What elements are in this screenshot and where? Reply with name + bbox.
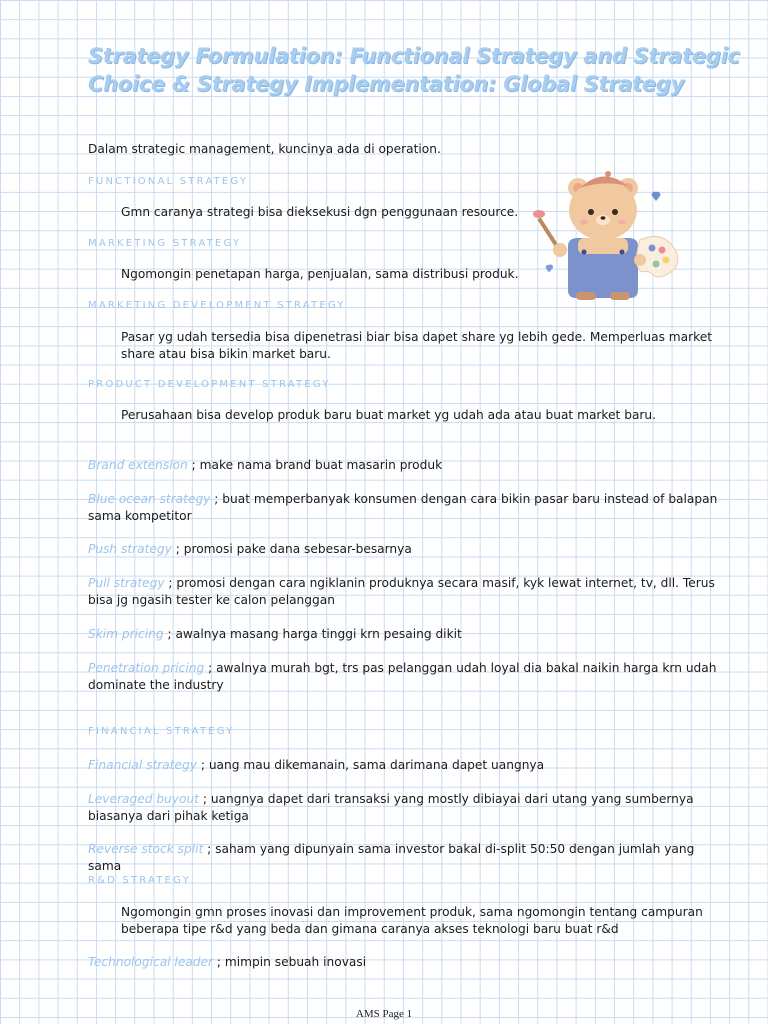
marketing-development-body: Pasar yg udah tersedia bisa dipenetrasi biar bisa dapet share yg lebih gede. Memperluas market share atau bisa bikin market baru. [121, 330, 713, 361]
page-footer: AMS Page 1 [355, 1008, 413, 1020]
intro-text: Dalam strategic management, kuncinya ada di operation. [88, 142, 441, 156]
term-skim-pricing: Skim pricing ; awalnya masang harga tinggi krn pesaing dikit [88, 627, 462, 641]
functional-strategy-body: Gmn caranya strategi bisa dieksekusi dgn penggunaan resource. [121, 205, 519, 219]
term-brand-extension: Brand extension ; make nama brand buat masarin produk [88, 458, 443, 472]
term-reverse-stock-split: Reverse stock split ; saham yang dipunyain sama investor bakal di-split 50:50 dengan jumlah yang sama [88, 842, 695, 873]
bear-painter-sticker-icon [528, 168, 688, 308]
heading-product-development-strategy: PRODUCT DEVELOPMENT STRATEGY [88, 379, 331, 390]
heading-functional-strategy: FUNCTIONAL STRATEGY [88, 176, 249, 187]
marketing-strategy-body: Ngomongin penetapan harga, penjualan, sama distribusi produk. [121, 267, 519, 281]
heading-marketing-strategy: MARKETING STRATEGY [88, 238, 242, 249]
term-penetration-pricing: Penetration pricing ; awalnya murah bgt, trs pas pelanggan udah loyal dia bakal naikin harga krn udah dominate the industry [88, 661, 717, 692]
term-leveraged-buyout: Leveraged buyout ; uangnya dapet dari transaksi yang mostly dibiayai dari utang yang sumbernya biasanya dari pihak ketiga [88, 792, 694, 823]
product-development-body: Perusahaan bisa develop produk baru buat market yg udah ada atau buat market baru. [121, 408, 657, 422]
term-push-strategy: Push strategy ; promosi pake dana sebesar-besarnya [88, 542, 412, 556]
page-title: Strategy Formulation: Functional Strategy and Strategic Choice & Strategy Implementation: Global Strategy [88, 44, 740, 96]
heading-financial-strategy: FINANCIAL STRATEGY [88, 726, 235, 737]
term-technological-leader: Technological leader ; mimpin sebuah inovasi [88, 955, 367, 969]
heading-marketing-development-strategy: MARKETING DEVELOPMENT STRATEGY [88, 300, 346, 311]
rnd-strategy-body: Ngomongin gmn proses inovasi dan improvement produk, sama ngomongin tentang campuran beberapa tipe r&d yang beda dan gimana caranya akses teknologi baru buat r&d [121, 905, 703, 936]
heading-rnd-strategy: R&D STRATEGY [88, 875, 191, 886]
term-financial-strategy: Financial strategy ; uang mau dikemanain, sama darimana dapet uangnya [88, 758, 545, 772]
term-pull-strategy: Pull strategy ; promosi dengan cara ngiklanin produknya secara masif, kyk lewat internet, tv, dll. Terus bisa jg ngasih tester ke calon pelanggan [88, 576, 715, 607]
term-blue-ocean-strategy: Blue ocean strategy ; buat memperbanyak konsumen dengan cara bikin pasar baru instead of balapan sama kompetitor [88, 492, 718, 523]
